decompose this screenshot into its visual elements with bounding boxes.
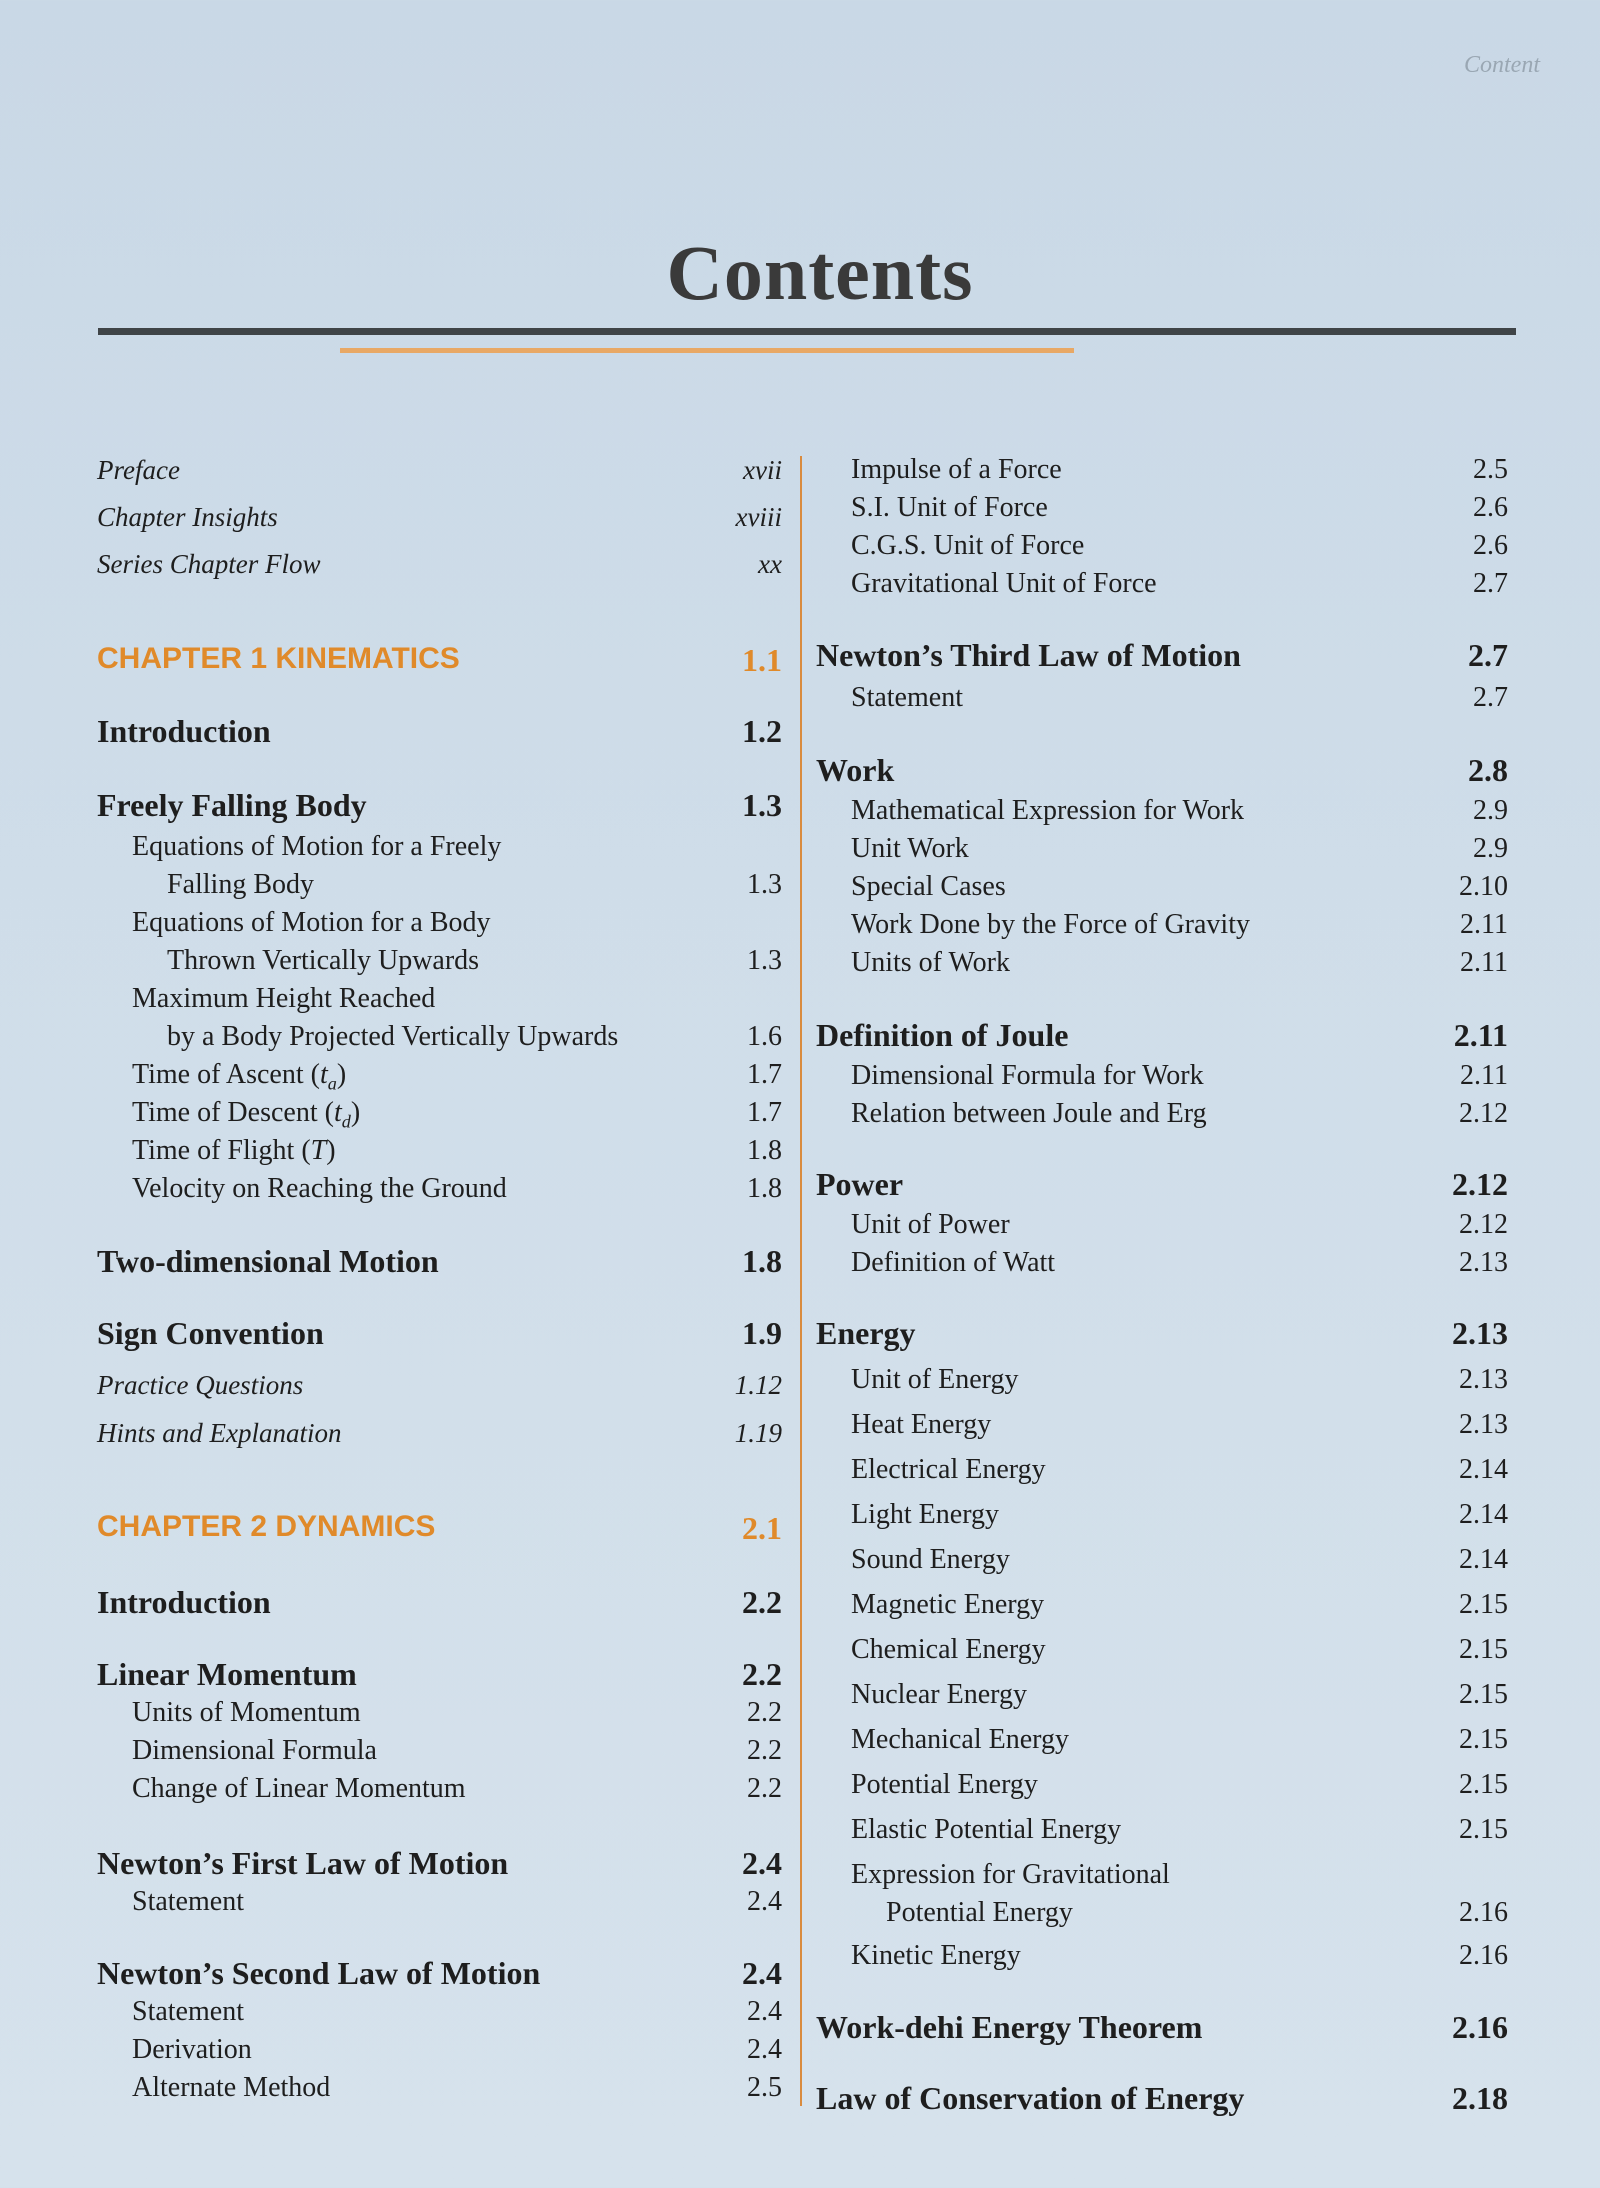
toc-entry-title: C.G.S. Unit of Force bbox=[851, 530, 1085, 561]
toc-page-number: 2.12 bbox=[1452, 1166, 1508, 1202]
toc-entry-title: Maximum Height Reached bbox=[132, 983, 436, 1014]
toc-entry-title: Relation between Joule and Erg bbox=[851, 1098, 1207, 1129]
toc-page-number: 2.11 bbox=[1460, 1060, 1508, 1091]
section-entry bbox=[97, 1955, 782, 1995]
subsection-entry bbox=[816, 1769, 1508, 1809]
toc-entry-title: Expression for Gravitational bbox=[851, 1859, 1170, 1890]
toc-page-number: 1.2 bbox=[742, 713, 782, 749]
subsection-entry bbox=[97, 1021, 782, 1061]
subsection-entry bbox=[816, 1409, 1508, 1449]
toc-entry-title: Unit of Power bbox=[851, 1209, 1010, 1240]
toc-entry-title: Preface bbox=[97, 455, 180, 485]
toc-entry-title: Law of Conservation of Energy bbox=[816, 2080, 1245, 2116]
toc-entry-title: Two-dimensional Motion bbox=[97, 1243, 439, 1279]
subsection-entry bbox=[816, 1859, 1508, 1899]
frontmatter-entry bbox=[97, 1370, 782, 1410]
toc-page-number: 2.16 bbox=[1459, 1897, 1508, 1928]
toc-entry-title: Definition of Watt bbox=[851, 1247, 1056, 1278]
section-entry bbox=[97, 1243, 782, 1283]
toc-page-number: 2.4 bbox=[747, 1996, 782, 2027]
toc-entry-title: S.I. Unit of Force bbox=[851, 492, 1048, 523]
toc-entry-title: Unit of Energy bbox=[851, 1364, 1019, 1395]
toc-page-number: 2.12 bbox=[1459, 1098, 1508, 1129]
toc-entry-title: Equations of Motion for a Body bbox=[132, 907, 491, 938]
section-entry bbox=[816, 2080, 1508, 2120]
toc-entry-title: Chapter Insights bbox=[97, 502, 278, 532]
subsection-entry bbox=[816, 1814, 1508, 1854]
toc-page-number: 1.3 bbox=[747, 869, 782, 900]
toc-entry-title: Light Energy bbox=[851, 1499, 1000, 1530]
page-title: Contents bbox=[666, 229, 974, 316]
subsection-entry bbox=[816, 947, 1508, 987]
subsection-entry bbox=[816, 1098, 1508, 1138]
toc-page-number: 2.2 bbox=[747, 1697, 782, 1728]
section-entry bbox=[97, 787, 782, 827]
toc-entry-title: Falling Body bbox=[167, 869, 315, 900]
toc-page-number: 1.8 bbox=[747, 1135, 782, 1166]
toc-entry-title: Dimensional Formula bbox=[132, 1735, 377, 1766]
toc-entry-title: Nuclear Energy bbox=[851, 1679, 1027, 1710]
subsection-entry bbox=[97, 831, 782, 871]
toc-entry-title: Introduction bbox=[97, 713, 271, 749]
toc-page-number: 1.8 bbox=[747, 1173, 782, 1204]
subsection-entry bbox=[97, 1097, 782, 1137]
subsection-entry bbox=[816, 1499, 1508, 1539]
toc-page-number: 2.15 bbox=[1459, 1724, 1508, 1755]
toc-page-number: 2.18 bbox=[1452, 2080, 1508, 2116]
frontmatter-entry bbox=[97, 502, 782, 542]
subsection-entry bbox=[816, 1364, 1508, 1404]
section-entry bbox=[816, 752, 1508, 792]
toc-page-number: 2.11 bbox=[1460, 909, 1508, 940]
toc-entry-title: CHAPTER 1 KINEMATICS bbox=[97, 642, 460, 675]
toc-page-number: 2.12 bbox=[1459, 1209, 1508, 1240]
toc-entry-title: Equations of Motion for a Freely bbox=[132, 831, 502, 862]
toc-entry-title: Statement bbox=[132, 1996, 244, 2027]
subsection-entry bbox=[816, 795, 1508, 835]
toc-entry-title: Work-dehi Energy Theorem bbox=[816, 2009, 1203, 2045]
toc-entry-title: Time of Ascent $(t_a)$ bbox=[132, 1059, 347, 1094]
toc-entry-title: Change of Linear Momentum bbox=[132, 1773, 466, 1804]
toc-page-number: 2.2 bbox=[747, 1735, 782, 1766]
toc-entry-title: Practice Questions bbox=[97, 1370, 304, 1400]
toc-entry-title: Magnetic Energy bbox=[851, 1589, 1045, 1620]
section-entry bbox=[816, 1315, 1508, 1355]
title-rule-orange bbox=[340, 348, 1074, 353]
toc-page-number: 2.4 bbox=[742, 1955, 782, 1991]
toc-entry-title: Impulse of a Force bbox=[851, 454, 1062, 485]
toc-entry-title: Elastic Potential Energy bbox=[851, 1814, 1122, 1845]
subsection-entry bbox=[816, 833, 1508, 873]
toc-entry-title: Sign Convention bbox=[97, 1315, 324, 1351]
section-entry bbox=[97, 1584, 782, 1624]
subsection-entry bbox=[97, 869, 782, 909]
toc-page-number: 2.14 bbox=[1459, 1454, 1508, 1485]
section-entry bbox=[816, 1017, 1508, 1057]
toc-entry-title: Newton’s Second Law of Motion bbox=[97, 1955, 541, 1991]
toc-entry-title: Kinetic Energy bbox=[851, 1940, 1021, 1971]
section-entry bbox=[97, 1845, 782, 1885]
toc-page-number: 2.16 bbox=[1459, 1940, 1508, 1971]
subsection-entry bbox=[816, 1060, 1508, 1100]
toc-entry-title: Definition of Joule bbox=[816, 1017, 1069, 1053]
subsection-entry bbox=[816, 1209, 1508, 1249]
toc-entry-title: Time of Flight (T) bbox=[132, 1135, 336, 1166]
toc-entry-title: Energy bbox=[816, 1315, 916, 1351]
toc-page-number: 2.6 bbox=[1473, 492, 1508, 523]
toc-entry-title: Sound Energy bbox=[851, 1544, 1010, 1575]
title-rule-dark bbox=[98, 328, 1516, 335]
toc-entry-title: Time of Descent $(t_d)$ bbox=[132, 1097, 361, 1132]
toc-entry-title: Heat Energy bbox=[851, 1409, 992, 1440]
toc-entry-title: Derivation bbox=[132, 2034, 252, 2065]
toc-entry-title: Chemical Energy bbox=[851, 1634, 1046, 1665]
toc-page-number: xviii bbox=[735, 502, 782, 532]
toc-page-number: 2.7 bbox=[1468, 637, 1508, 673]
toc-entry-title: Potential Energy bbox=[851, 1769, 1038, 1800]
toc-page-number: 2.4 bbox=[747, 1886, 782, 1917]
toc-page-number: 2.8 bbox=[1468, 752, 1508, 788]
running-header: Content bbox=[1464, 52, 1540, 78]
subsection-entry bbox=[816, 1940, 1508, 1980]
column-divider bbox=[800, 456, 802, 2106]
frontmatter-entry bbox=[97, 549, 782, 589]
toc-page-number: 2.5 bbox=[1473, 454, 1508, 485]
toc-page-number: xvii bbox=[743, 455, 782, 485]
section-entry bbox=[97, 1656, 782, 1696]
subsection-entry bbox=[97, 1173, 782, 1213]
section-entry bbox=[97, 1315, 782, 1355]
subsection-entry bbox=[97, 1059, 782, 1099]
toc-page-number: 1.8 bbox=[742, 1243, 782, 1279]
toc-entry-title: by a Body Projected Vertically Upwards bbox=[167, 1021, 619, 1052]
toc-entry-title: Potential Energy bbox=[886, 1897, 1073, 1928]
toc-page-number: 2.7 bbox=[1473, 682, 1508, 713]
toc-entry-title: Dimensional Formula for Work bbox=[851, 1060, 1204, 1091]
toc-page-number: 2.4 bbox=[747, 2034, 782, 2065]
toc-page-number: 2.15 bbox=[1459, 1769, 1508, 1800]
toc-page-number: 2.7 bbox=[1473, 568, 1508, 599]
toc-page-number: 2.16 bbox=[1452, 2009, 1508, 2045]
subsection-entry bbox=[816, 909, 1508, 949]
frontmatter-entry bbox=[97, 455, 782, 495]
subsection-entry bbox=[97, 1697, 782, 1737]
subsection-entry bbox=[816, 1634, 1508, 1674]
subsection-entry bbox=[97, 2034, 782, 2074]
subsection-entry bbox=[97, 1735, 782, 1775]
section-entry bbox=[816, 1166, 1508, 1206]
toc-entry-title: Special Cases bbox=[851, 871, 1006, 902]
subsection-entry bbox=[97, 1135, 782, 1175]
toc-page-number: 2.2 bbox=[742, 1584, 782, 1620]
subsection-entry bbox=[816, 1724, 1508, 1764]
toc-page-number: 1.9 bbox=[742, 1315, 782, 1351]
subsection-entry bbox=[816, 492, 1508, 532]
toc-page-number: 2.4 bbox=[742, 1845, 782, 1881]
toc-entry-title: Units of Work bbox=[851, 947, 1011, 978]
toc-entry-title: Power bbox=[816, 1166, 904, 1202]
toc-page-number: 2.6 bbox=[1473, 530, 1508, 561]
toc-page-number: 2.1 bbox=[742, 1510, 782, 1546]
toc-page-number: 1.6 bbox=[747, 1021, 782, 1052]
subsection-entry bbox=[816, 1544, 1508, 1584]
toc-page-number: 1.19 bbox=[734, 1418, 782, 1448]
subsection-entry bbox=[816, 682, 1508, 722]
subsection-entry bbox=[97, 1886, 782, 1926]
chapter-entry bbox=[97, 1510, 782, 1550]
toc-page-number: 2.15 bbox=[1459, 1679, 1508, 1710]
toc-page-number: 2.2 bbox=[742, 1656, 782, 1692]
toc-entry-title: Units of Momentum bbox=[132, 1697, 361, 1728]
toc-entry-title: Newton’s Third Law of Motion bbox=[816, 637, 1241, 673]
subsection-entry bbox=[816, 1247, 1508, 1287]
subsection-entry bbox=[816, 1679, 1508, 1719]
toc-page-number: 2.2 bbox=[747, 1773, 782, 1804]
toc-entry-title: Thrown Vertically Upwards bbox=[167, 945, 480, 976]
section-entry bbox=[816, 2009, 1508, 2049]
toc-entry-title: Unit Work bbox=[851, 833, 969, 864]
toc-page-number: 2.14 bbox=[1459, 1544, 1508, 1575]
toc-entry-title: Work bbox=[816, 752, 895, 788]
subsection-entry bbox=[97, 1773, 782, 1813]
toc-page-number: 2.9 bbox=[1473, 795, 1508, 826]
toc-entry-title: Mathematical Expression for Work bbox=[851, 795, 1245, 826]
toc-page-number: 1.3 bbox=[742, 787, 782, 823]
toc-page-number: 2.9 bbox=[1473, 833, 1508, 864]
toc-page-number: 2.15 bbox=[1459, 1814, 1508, 1845]
toc-page-number: 1.7 bbox=[747, 1097, 782, 1128]
toc-page-number: 2.11 bbox=[1453, 1017, 1508, 1053]
section-entry bbox=[816, 637, 1508, 677]
subsection-entry bbox=[816, 1897, 1508, 1937]
toc-page-number: 2.15 bbox=[1459, 1589, 1508, 1620]
toc-page-number: 2.5 bbox=[747, 2072, 782, 2103]
subsection-entry bbox=[816, 530, 1508, 570]
toc-entry-title: Alternate Method bbox=[132, 2072, 331, 2103]
toc-entry-title: Work Done by the Force of Gravity bbox=[851, 909, 1250, 940]
toc-entry-title: Series Chapter Flow bbox=[97, 549, 321, 579]
toc-page-number: 1.7 bbox=[747, 1059, 782, 1090]
toc-page-number: 2.13 bbox=[1459, 1247, 1508, 1278]
toc-page-number: xx bbox=[758, 549, 782, 579]
toc-page-number: 2.13 bbox=[1452, 1315, 1508, 1351]
toc-page-number: 1.3 bbox=[747, 945, 782, 976]
subsection-entry bbox=[97, 945, 782, 985]
toc-entry-title: Electrical Energy bbox=[851, 1454, 1046, 1485]
toc-page-number: 2.15 bbox=[1459, 1634, 1508, 1665]
toc-entry-title: Newton’s First Law of Motion bbox=[97, 1845, 509, 1881]
toc-entry-title: Linear Momentum bbox=[97, 1656, 357, 1692]
subsection-entry bbox=[816, 1589, 1508, 1629]
subsection-entry bbox=[97, 1996, 782, 2036]
toc-page-number: 2.11 bbox=[1460, 947, 1508, 978]
frontmatter-entry bbox=[97, 1418, 782, 1458]
toc-entry-title: CHAPTER 2 DYNAMICS bbox=[97, 1510, 436, 1543]
toc-entry-title: Velocity on Reaching the Ground bbox=[132, 1173, 507, 1204]
toc-page-number: 2.13 bbox=[1459, 1364, 1508, 1395]
subsection-entry bbox=[816, 454, 1508, 494]
subsection-entry bbox=[97, 2072, 782, 2112]
toc-entry-title: Freely Falling Body bbox=[97, 787, 367, 823]
toc-page-number: 2.10 bbox=[1459, 871, 1508, 902]
toc-page-number: 2.14 bbox=[1459, 1499, 1508, 1530]
subsection-entry bbox=[816, 568, 1508, 608]
toc-entry-title: Introduction bbox=[97, 1584, 271, 1620]
toc-page-number: 1.1 bbox=[742, 642, 782, 678]
toc-page-number: 2.13 bbox=[1459, 1409, 1508, 1440]
toc-page-number: 1.12 bbox=[734, 1370, 782, 1400]
toc-entry-title: Mechanical Energy bbox=[851, 1724, 1069, 1755]
toc-entry-title: Statement bbox=[851, 682, 963, 713]
section-entry bbox=[97, 713, 782, 753]
toc-entry-title: Gravitational Unit of Force bbox=[851, 568, 1157, 599]
chapter-entry bbox=[97, 642, 782, 682]
subsection-entry bbox=[816, 1454, 1508, 1494]
toc-entry-title: Statement bbox=[132, 1886, 244, 1917]
toc-entry-title: Hints and Explanation bbox=[97, 1418, 342, 1448]
subsection-entry bbox=[97, 907, 782, 947]
subsection-entry bbox=[97, 983, 782, 1023]
subsection-entry bbox=[816, 871, 1508, 911]
